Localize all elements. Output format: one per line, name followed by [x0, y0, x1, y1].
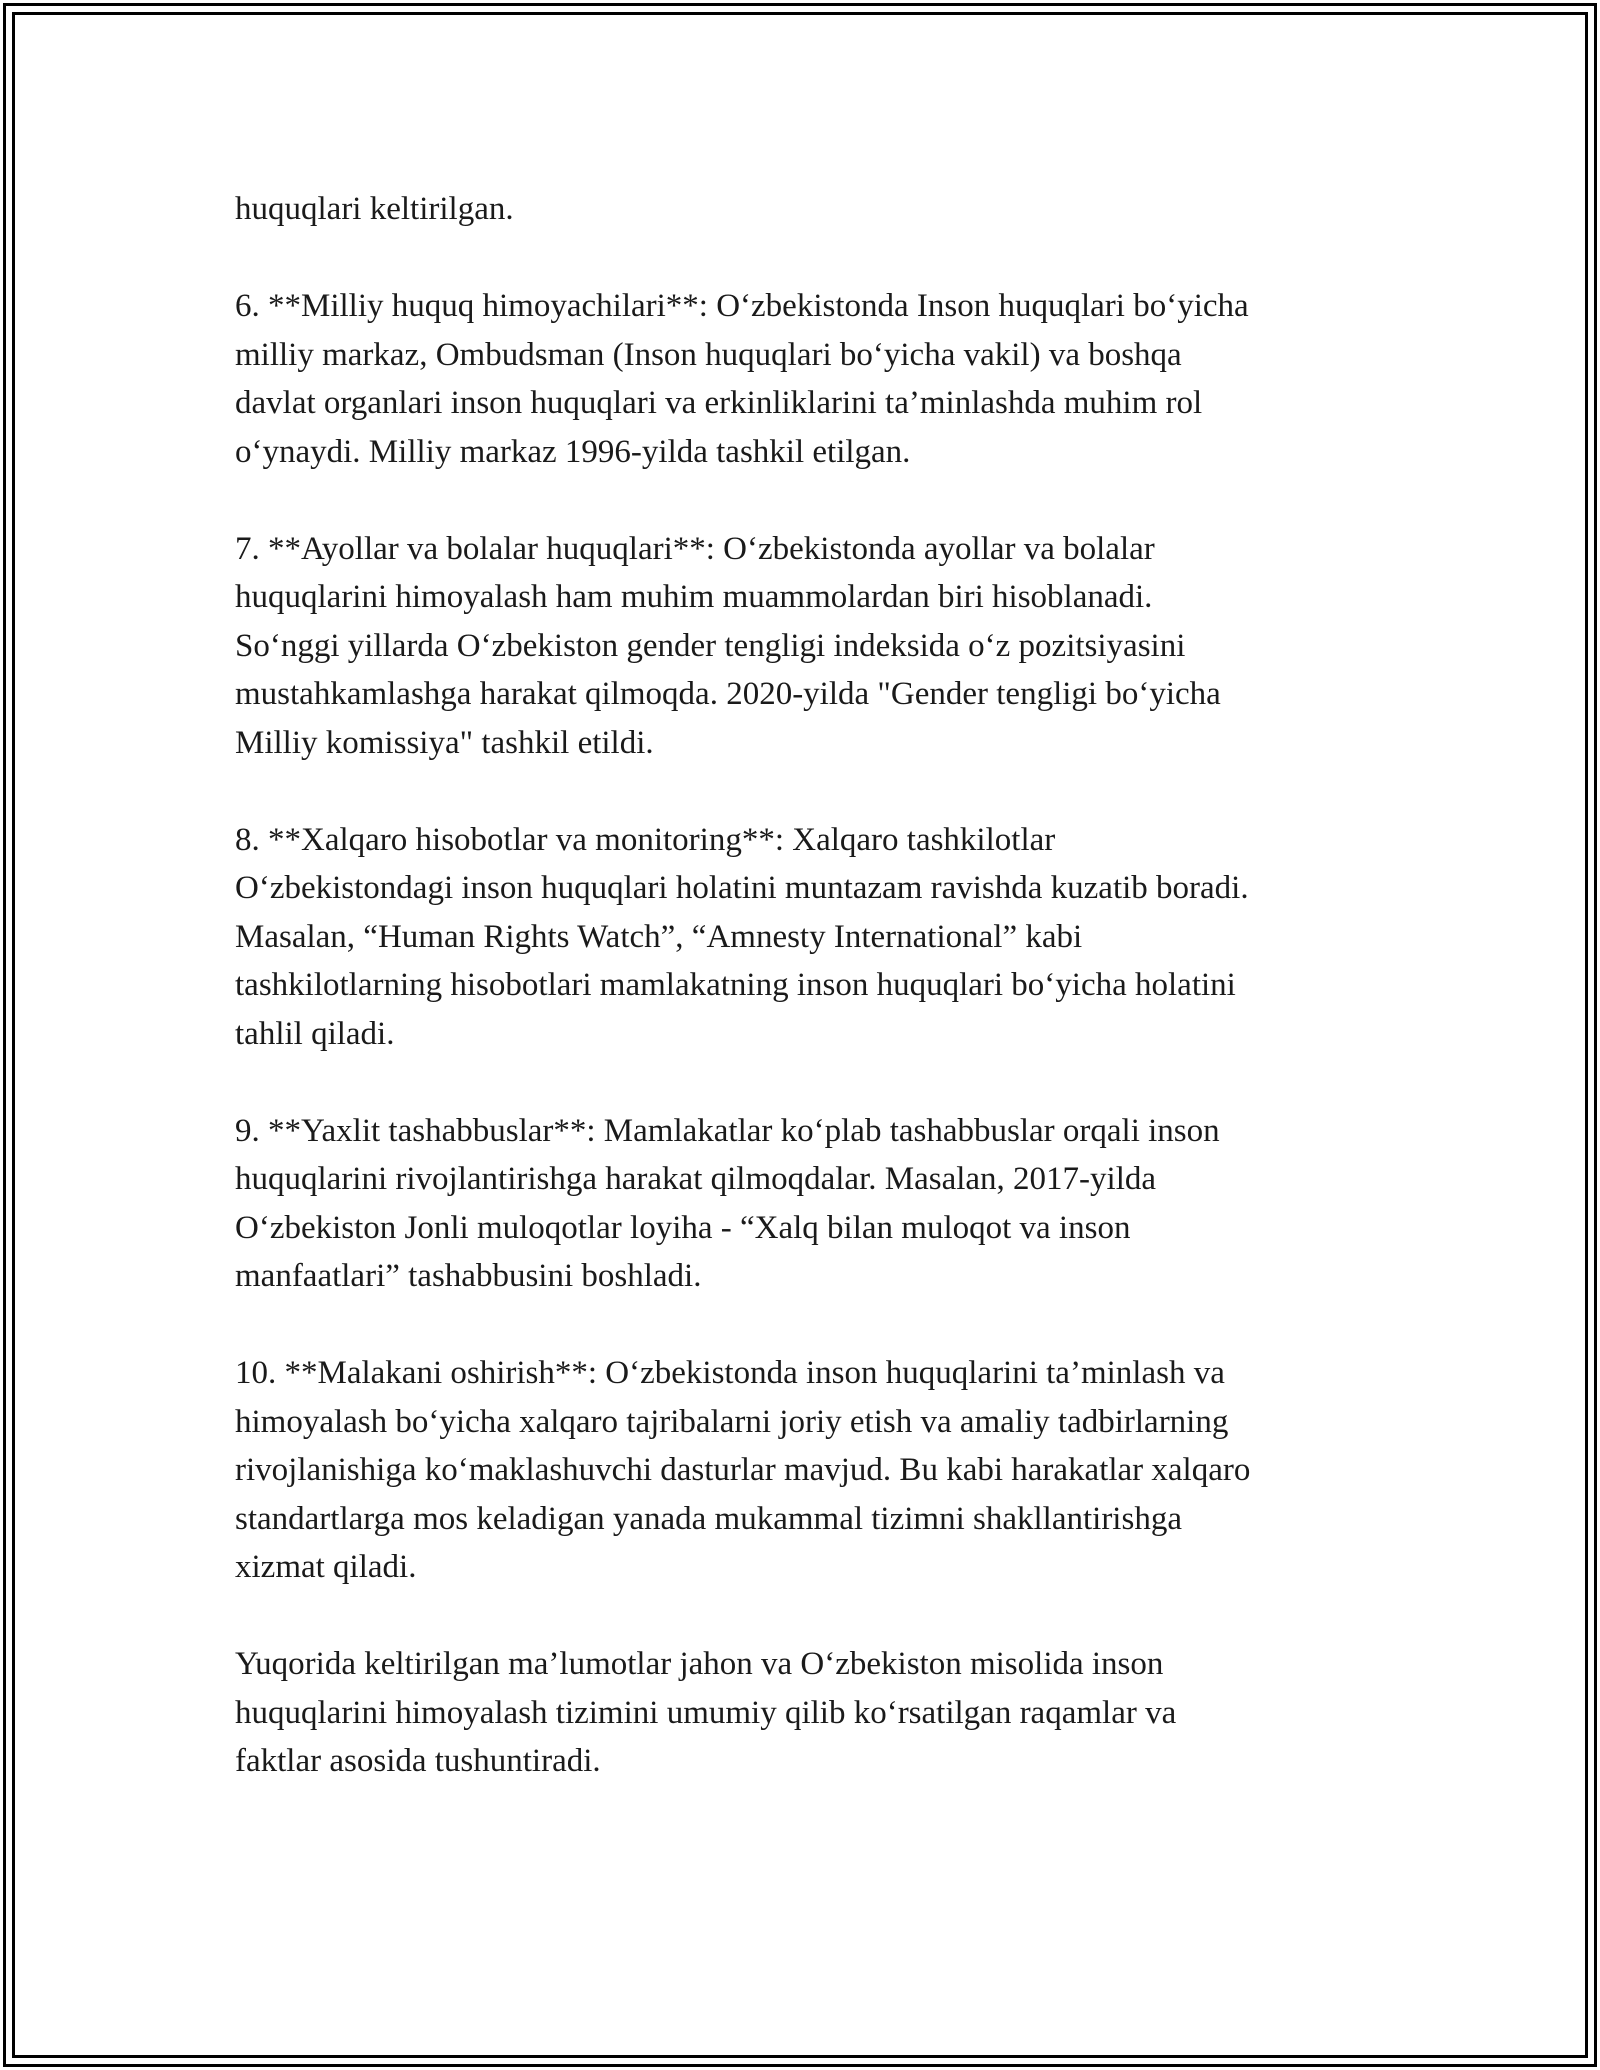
text-line: himoyalash bo‘yicha xalqaro tajribalarni joriy etish va amaliy tadbirlarning — [235, 1403, 1229, 1440]
text-line: Milliy komissiya" tashkil etildi. — [235, 724, 654, 761]
text-line: tashkilotlarning hisobotlari mamlakatning inson huquqlari bo‘yicha holatini — [235, 967, 1236, 1003]
text-line: 9. **Yaxlit tashabbuslar**: Mamlakatlar ko‘plab tashabbuslar orqali inson — [235, 1112, 1220, 1149]
document-body — [235, 185, 1385, 1786]
paragraph-gap — [235, 1592, 1385, 1641]
text-line: standartlarga mos keladigan yanada mukammal tizimni shakllantirishga — [235, 1500, 1182, 1537]
text-line: rivojlanishiga ko‘maklashuvchi dasturlar mavjud. Bu kabi harakatlar xalqaro — [235, 1452, 1251, 1488]
text-line: mustahkamlashga harakat qilmoqda. 2020-yilda "Gender tengligi bo‘yicha — [235, 676, 1221, 712]
paragraph-item-8 — [235, 816, 1385, 1059]
text-line: O‘zbekiston Jonli muloqotlar loyiha - “Xalq bilan muloqot va inson — [235, 1209, 1131, 1246]
text-line: huquqlarini himoyalash tizimini umumiy qilib ko‘rsatilgan raqamlar va — [235, 1694, 1177, 1731]
text-line: O‘zbekistondagi inson huquqlari holatini muntazam ravishda kuzatib boradi. — [235, 870, 1249, 906]
text-line: Yuqorida keltirilgan ma’lumotlar jahon va O‘zbekiston misolida inson — [235, 1646, 1164, 1682]
text-line: huquqlarini himoyalash ham muhim muammolardan biri hisoblanadi. — [235, 579, 1153, 615]
text-line: 7. **Ayollar va bolalar huquqlari**: O‘zbekistonda ayollar va bolalar — [235, 530, 1155, 567]
text-line: milliy markaz, Ombudsman (Inson huquqlari bo‘yicha vakil) va boshqa — [235, 336, 1182, 373]
text-line: 10. **Malakani oshirish**: O‘zbekistonda inson huquqlarini ta’minlash va — [235, 1355, 1225, 1391]
text-line: huquqlarini rivojlantirishga harakat qilmoqdalar. Masalan, 2017-yilda — [235, 1161, 1157, 1197]
text-line: xizmat qiladi. — [235, 1549, 417, 1585]
paragraph-gap — [235, 476, 1385, 525]
paragraph-item-9 — [235, 1107, 1385, 1301]
text-line: 8. **Xalqaro hisobotlar va monitoring**: Xalqaro tashkilotlar — [235, 821, 1056, 858]
text-line: manfaatlari” tashabbusini boshladi. — [235, 1258, 702, 1294]
text-line: huquqlari keltirilgan. — [235, 191, 514, 227]
paragraph-gap — [235, 767, 1385, 816]
paragraph-gap — [235, 234, 1385, 283]
text-line: So‘nggi yillarda O‘zbekiston gender tengligi indeksida o‘z pozitsiyasini — [235, 627, 1186, 664]
text-line: tahlil qiladi. — [235, 1015, 395, 1052]
text-line: davlat organlari inson huquqlari va erkinliklarini ta’minlashda muhim rol — [235, 385, 1203, 421]
text-line: o‘ynaydi. Milliy markaz 1996-yilda tashkil etilgan. — [235, 433, 911, 470]
text-line: 6. **Milliy huquq himoyachilari**: O‘zbekistonda Inson huquqlari bo‘yicha — [235, 288, 1249, 324]
paragraph-item-10 — [235, 1349, 1385, 1592]
paragraph-conclusion — [235, 1640, 1385, 1786]
paragraph-continuation — [235, 185, 1385, 234]
paragraph-gap — [235, 1058, 1385, 1107]
paragraph-gap — [235, 1301, 1385, 1350]
text-line: Masalan, “Human Rights Watch”, “Amnesty International” kabi — [235, 918, 1083, 955]
text-line: faktlar asosida tushuntiradi. — [235, 1743, 601, 1779]
paragraph-item-6 — [235, 282, 1385, 476]
paragraph-item-7 — [235, 525, 1385, 768]
